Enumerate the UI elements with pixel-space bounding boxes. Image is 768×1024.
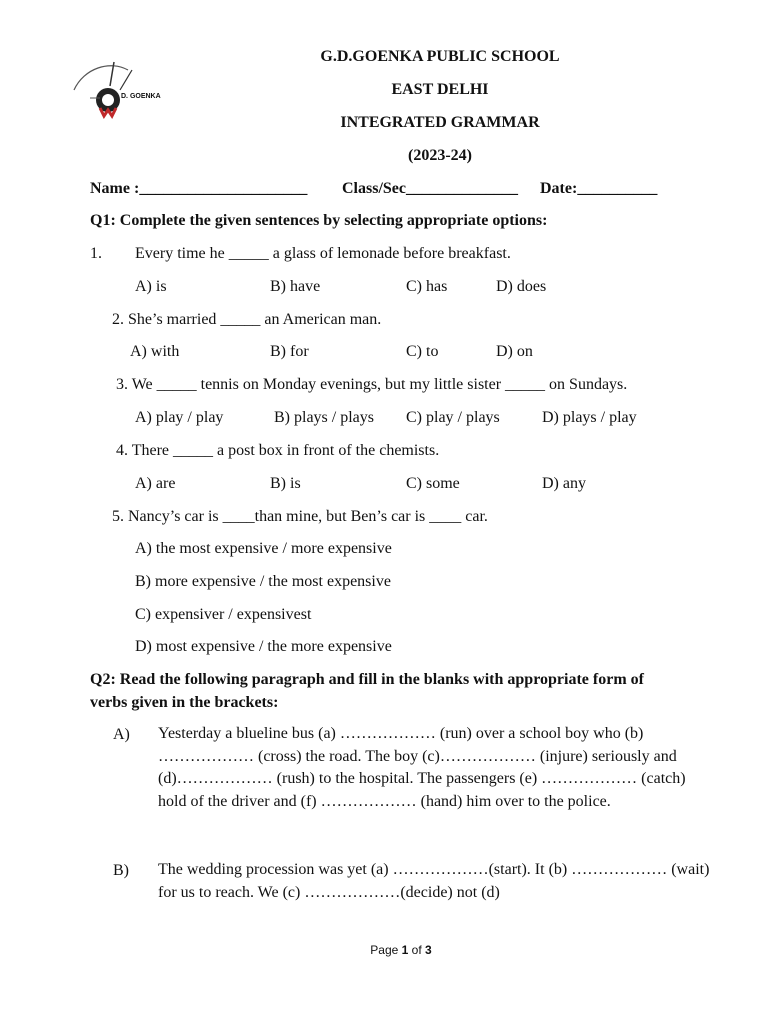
option-d: D) does (496, 278, 547, 295)
part-label: B) (113, 862, 129, 879)
option-c: C) to (406, 343, 439, 360)
option-a: A) is (135, 278, 167, 295)
q1-heading: Q1: Complete the given sentences by selecting appropriate options: (90, 212, 548, 229)
paragraph-b: The wedding procession was yet (a) ………………(start). It (b) ……………… (wait) for us to reach. We (c) ………………(decide) not (d) (158, 861, 710, 901)
paragraph-a: Yesterday a blueline bus (a) ……………… (run) over a school boy who (b) ……………… (cross) the road. The boy (c)……………… (injure) seriously and (d)……………… (rush) to the hospital. The passengers (e) ……………… (catch) hold of the driver and (f) ……………… (hand) him over to the police. (158, 725, 686, 810)
option-a: A) play / play (135, 409, 224, 426)
date-field: Date:__________ (540, 180, 658, 197)
option-d: D) on (496, 343, 533, 360)
option-c: C) expensiver / expensivest (135, 606, 312, 623)
question-text: 5. Nancy’s car is ____than mine, but Ben’s car is ____ car. (112, 508, 488, 525)
option-a: A) the most expensive / more expensive (135, 540, 392, 557)
option-b: B) is (270, 475, 301, 492)
option-b: B) plays / plays (274, 409, 374, 426)
option-c: C) has (406, 278, 448, 295)
option-a: A) with (130, 343, 180, 360)
logo-text: D. GOENKA (121, 93, 161, 100)
current-page: 1 (401, 943, 409, 957)
option-c: C) some (406, 475, 460, 492)
part-label: A) (113, 726, 130, 743)
page-number (0, 943, 768, 957)
option-d: D) plays / play (542, 409, 637, 426)
school-name: G.D.GOENKA PUBLIC SCHOOL (320, 48, 560, 65)
option-d: D) most expensive / the more expensive (135, 638, 392, 655)
name-field: Name :_____________________ (90, 180, 308, 197)
q2-heading-cont: verbs given in the brackets: (90, 694, 279, 711)
option-c: C) play / plays (406, 409, 500, 426)
option-d: D) any (542, 475, 586, 492)
school-location: EAST DELHI (391, 81, 489, 98)
question-text: Every time he _____ a glass of lemonade before breakfast. (135, 245, 511, 262)
question-number: 1. (90, 245, 102, 262)
class-sec-field: Class/Sec______________ (342, 180, 518, 197)
option-b: B) for (270, 343, 309, 360)
option-b: B) have (270, 278, 321, 295)
question-text: 4. There _____ a post box in front of the chemists. (116, 442, 440, 459)
total-pages: 3 (425, 943, 432, 957)
option-a: A) are (135, 475, 176, 492)
session-year: (2023-24) (408, 147, 472, 164)
page-prefix: Page (370, 943, 402, 957)
question-text: 3. We _____ tennis on Monday evenings, but my little sister _____ on Sundays. (116, 376, 628, 393)
subject-title: INTEGRATED GRAMMAR (340, 114, 540, 131)
page-of: of (408, 943, 426, 957)
q2-heading: Q2: Read the following paragraph and fill in the blanks with appropriate form of (90, 671, 644, 688)
question-text: 2. She’s married _____ an American man. (112, 311, 382, 328)
option-b: B) more expensive / the most expensive (135, 573, 391, 590)
